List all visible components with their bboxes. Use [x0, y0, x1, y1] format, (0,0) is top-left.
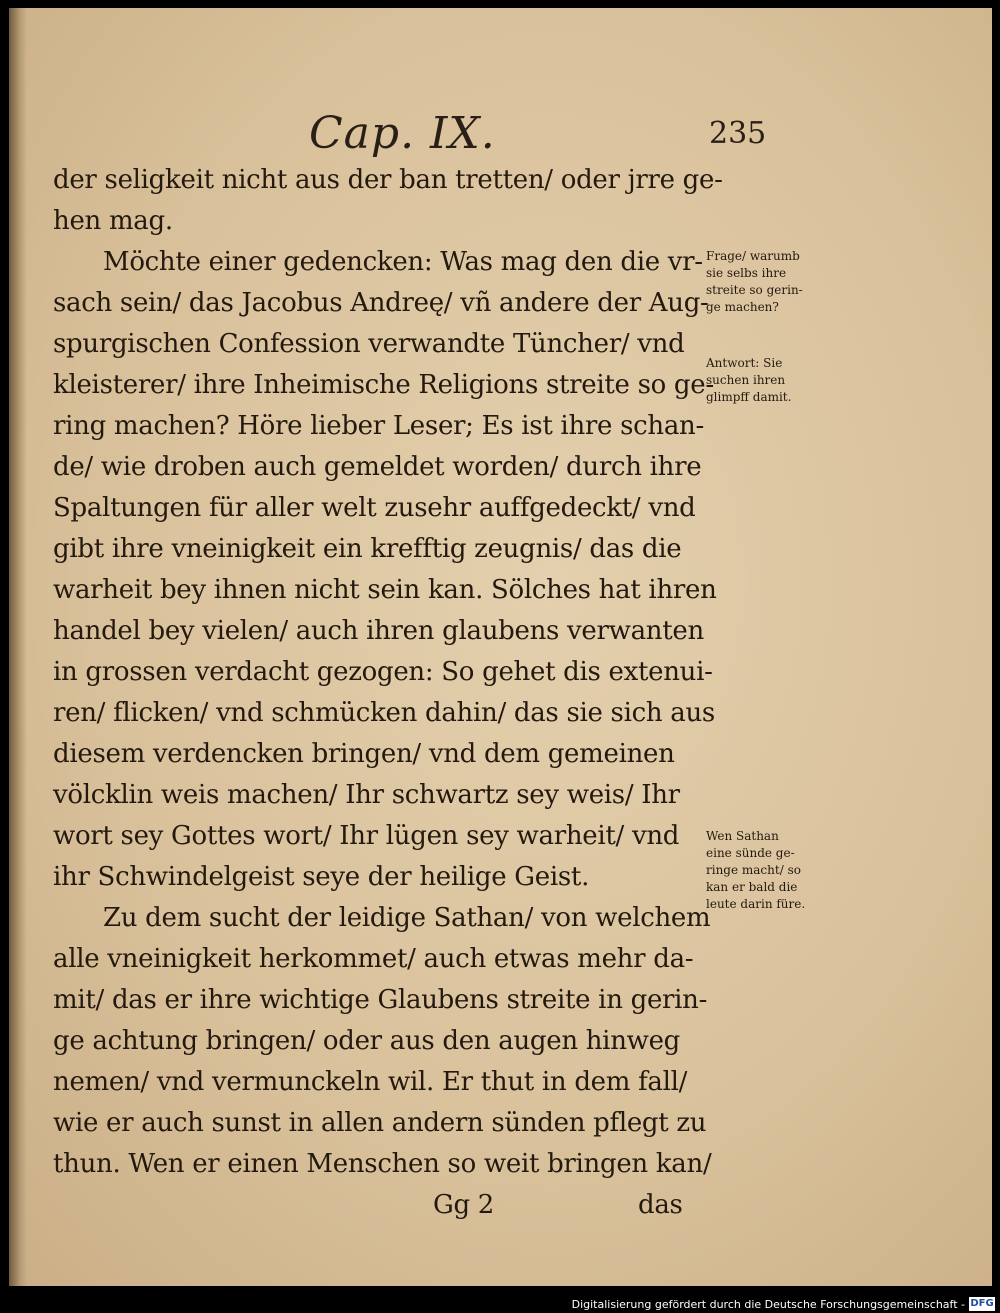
- text-line: Möchte einer gedencken: Was mag den die vr-: [103, 247, 703, 277]
- text-line: ge achtung bringen/ oder aus den augen hinweg: [53, 1026, 681, 1056]
- marginal-line: sie selbs ihre: [706, 266, 787, 280]
- body-text: [53, 160, 723, 1235]
- marginal-line: glimpff damit.: [706, 390, 792, 404]
- text-line: hen mag.: [53, 206, 173, 236]
- text-line: alle vneinigkeit herkommet/ auch etwas mehr da-: [53, 944, 694, 974]
- text-line: ring machen? Höre lieber Leser; Es ist ihre schan-: [53, 411, 704, 441]
- page-number: 235: [709, 116, 767, 151]
- text-line: Zu dem sucht der leidige Sathan/ von welchem: [103, 903, 711, 933]
- text-line: spurgischen Confession verwandte Tüncher/ vnd: [53, 329, 685, 359]
- text-line: der seligkeit nicht aus der ban tretten/ oder jrre ge-: [53, 165, 723, 195]
- running-title: Cap. IX.: [309, 108, 496, 159]
- marginal-note: [706, 355, 826, 406]
- marginal-note: [706, 248, 826, 316]
- marginal-line: suchen ihren: [706, 373, 786, 387]
- marginal-note: [706, 828, 826, 913]
- text-line: in grossen verdacht gezogen: So gehet dis extenui-: [53, 657, 713, 687]
- text-line: ihr Schwindelgeist seye der heilige Geist.: [53, 862, 590, 892]
- text-line: gibt ihre vneinigkeit ein krefftig zeugnis/ das die: [53, 534, 682, 564]
- marginal-line: Antwort: Sie: [706, 356, 783, 370]
- funding-credit: Digitalisierung gefördert durch die Deutsche Forschungsgemeinschaft -: [571, 1298, 965, 1311]
- marginal-line: ringe macht/ so: [706, 863, 801, 877]
- page-header: [9, 98, 992, 168]
- text-line: de/ wie droben auch gemeldet worden/ durch ihre: [53, 452, 702, 482]
- marginal-line: ge machen?: [706, 300, 779, 314]
- text-line: thun. Wen er einen Menschen so weit bringen kan/: [53, 1149, 712, 1179]
- text-line: wie er auch sunst in allen andern sünden pflegt zu: [53, 1108, 707, 1138]
- book-page: [9, 8, 992, 1286]
- page-gutter-shadow: [9, 8, 27, 1286]
- text-line: diesem verdencken bringen/ vnd dem gemeinen: [53, 739, 675, 769]
- text-line: sach sein/ das Jacobus Andreę/ vñ andere der Aug-: [53, 288, 709, 318]
- signature-mark: Gg 2: [433, 1190, 495, 1220]
- marginal-line: streite so gerin-: [706, 283, 803, 297]
- text-line: handel bey vielen/ auch ihren glaubens verwanten: [53, 616, 704, 646]
- text-line: völcklin weis machen/ Ihr schwartz sey weis/ Ihr: [53, 780, 680, 810]
- text-line: mit/ das er ihre wichtige Glaubens streite in gerin-: [53, 985, 708, 1015]
- text-line: kleisterer/ ihre Inheimische Religions streite so ge-: [53, 370, 714, 400]
- text-line: nemen/ vnd vermunckeln wil. Er thut in dem fall/: [53, 1067, 688, 1097]
- marginal-line: eine sünde ge-: [706, 846, 795, 860]
- marginal-line: leute darin füre.: [706, 897, 806, 911]
- catchword: das: [638, 1190, 683, 1220]
- marginal-line: kan er bald die: [706, 880, 798, 894]
- signature-line: [53, 1185, 703, 1235]
- text-line: warheit bey ihnen nicht sein kan. Sölches hat ihren: [53, 575, 717, 605]
- text-line: wort sey Gottes wort/ Ihr lügen sey warheit/ vnd: [53, 821, 680, 851]
- marginal-line: Frage/ warumb: [706, 249, 800, 263]
- dfg-logo: DFG: [970, 1298, 994, 1309]
- text-line: Spaltungen für aller welt zusehr auffgedeckt/ vnd: [53, 493, 696, 523]
- marginal-line: Wen Sathan: [706, 829, 779, 843]
- text-line: ren/ flicken/ vnd schmücken dahin/ das sie sich aus: [53, 698, 715, 728]
